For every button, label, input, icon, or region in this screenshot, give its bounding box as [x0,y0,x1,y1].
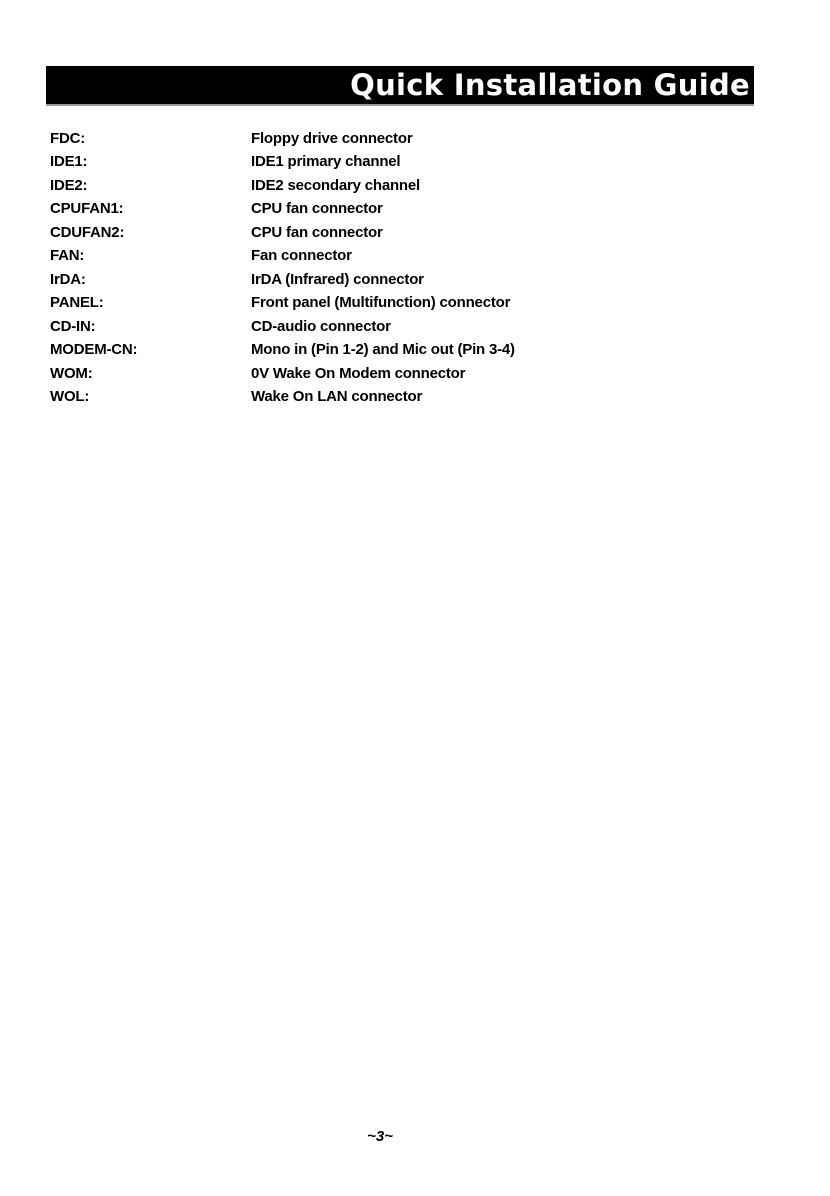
connector-row-cdufan2 [50,221,515,245]
connector-label: CDUFAN2: [50,223,125,241]
connector-label: IDE2: [50,176,88,194]
connector-description: CD-audio connector [251,317,391,335]
header-banner [46,66,754,104]
connector-row-wol [50,386,515,410]
connector-label: WOL: [50,388,90,406]
connector-row-fan [50,245,515,269]
connector-description: CPU fan connector [251,223,383,241]
connector-row-ide1 [50,151,515,175]
connector-description: Mono in (Pin 1-2) and Mic out (Pin 3-4) [251,341,515,359]
connector-label: WOM: [50,364,93,382]
connector-description: CPU fan connector [251,200,383,218]
connector-row-cd-in [50,315,515,339]
connector-label: CPUFAN1: [50,200,124,218]
connector-description: IDE2 secondary channel [251,176,421,194]
connector-row-panel [50,292,515,316]
connector-label: PANEL: [50,294,104,312]
connector-row-modem-cn [50,339,515,363]
connector-label: CD-IN: [50,317,96,335]
connector-list [50,127,515,409]
connector-label: IrDA: [50,270,86,288]
connector-row-cpufan1 [50,198,515,222]
connector-description: Wake On LAN connector [251,388,423,406]
header-divider [46,104,754,106]
page-title: Quick Installation Guide [350,68,750,102]
connector-description: Front panel (Multifunction) connector [251,294,511,312]
connector-description: IDE1 primary channel [251,153,401,171]
connector-description: 0V Wake On Modem connector [251,364,466,382]
connector-row-fdc [50,127,515,151]
connector-row-irda [50,268,515,292]
connector-description: Floppy drive connector [251,129,413,147]
connector-row-ide2 [50,174,515,198]
page-number: ~3~ [367,1128,393,1145]
connector-row-wom [50,362,515,386]
connector-description: Fan connector [251,247,352,265]
connector-label: MODEM-CN: [50,341,138,359]
connector-description: IrDA (Infrared) connector [251,270,424,288]
connector-label: FDC: [50,129,86,147]
connector-label: IDE1: [50,153,88,171]
connector-label: FAN: [50,247,85,265]
